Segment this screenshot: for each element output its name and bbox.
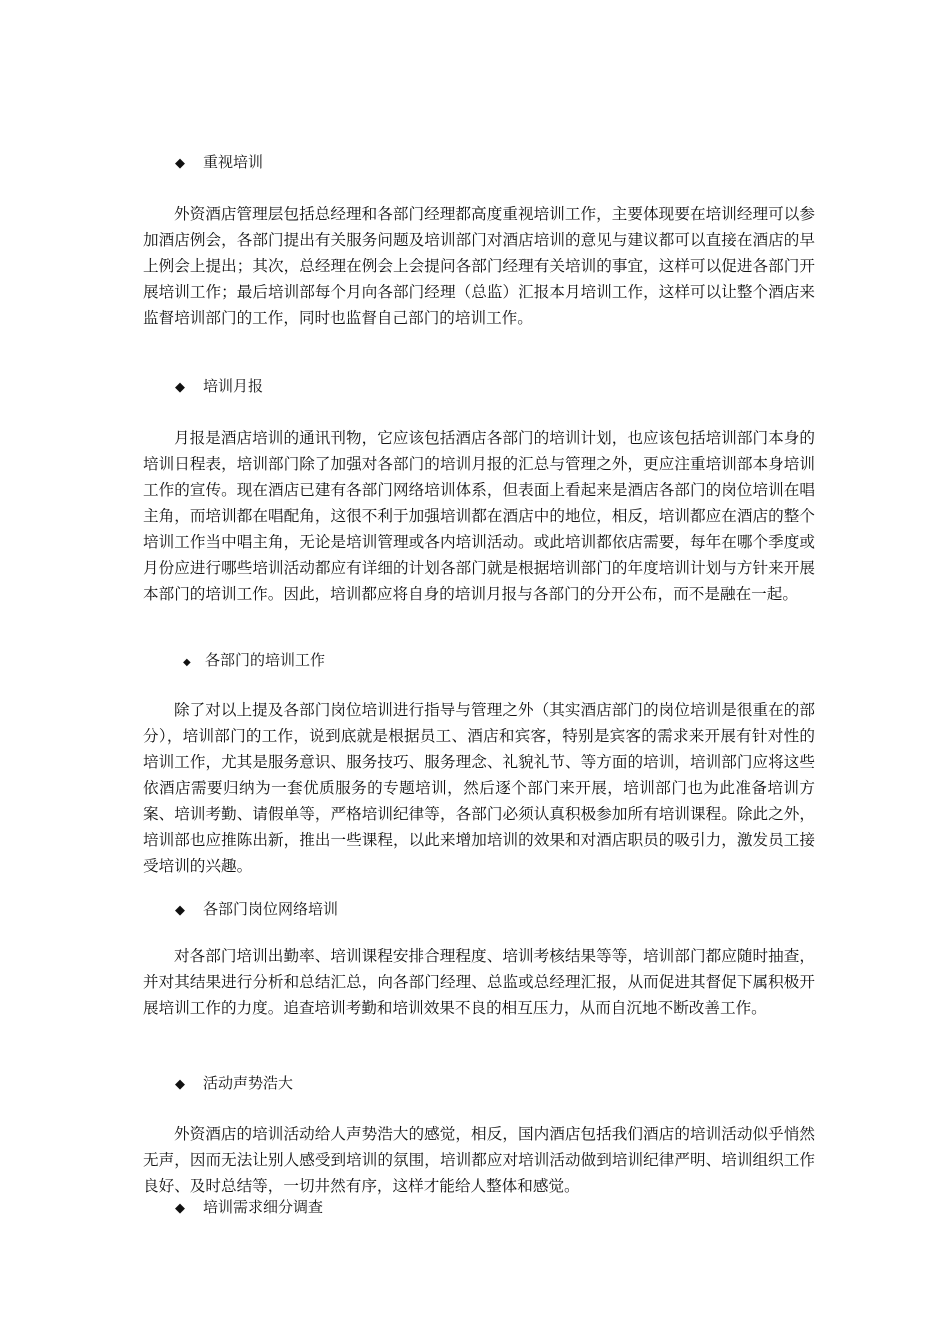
diamond-bullet-icon: ◆ — [175, 380, 185, 395]
section-body-2: 月报是酒店培训的通讯刊物，它应该包括酒店各部门的培训计划，也应该包括培训部门本身的培训日程表，培训部门除了加强对各部门的培训月报的汇总与管理之外，更应注重培训部本身培训工作的宣传。现在酒店已建有各部门网络培训体系，但表面上看起来是酒店各部门的岗位培训在唱主角，而培训都在唱配角，这很不利于加强培训都在酒店中的地位，相反，培训都应在酒店的整个培训工作当中唱主角，无论是培训管理或各内培训活动。或此培训都依店需要，每年在哪个季度或月份应进行哪些培训活动都应有详细的计划各部门就是根据培训部门的年度培训计划与方针来开展本部门的培训工作。因此，培训都应将自身的培训月报与各部门的分开公布，而不是融在一起。 — [143, 429, 815, 603]
section-title: 培训需求细分调查 — [203, 1198, 324, 1216]
section-title: 各部门岗位网络培训 — [203, 900, 339, 918]
diamond-bullet-icon: ◆ — [175, 156, 185, 171]
section-body-4: 对各部门培训出勤率、培训课程安排合理程度、培训考核结果等等，培训部门都应随时抽查，并对其结果进行分析和总结汇总，向各部门经理、总监或总经理汇报，从而促进其督促下属积极开展培训工作的力度。追查培训考勤和培训效果不良的相互压力，从而自沉地不断改善工作。 — [143, 947, 815, 1017]
section-body-1: 外资酒店管理层包括总经理和各部门经理都高度重视培训工作，主要体现要在培训经理可以参加酒店例会，各部门提出有关服务问题及培训部门对酒店培训的意见与建议都可以直接在酒店的早上例会上提出；其次，总经理在例会上会提问各部门经理有关培训的事宜，这样可以促进各部门开展培训工作；最后培训部每个月向各部门经理（总监）汇报本月培训工作，这样可以让整个酒店来监督培训部门的工作，同时也监督自己部门的培训工作。 — [143, 205, 815, 327]
section-heading-1 — [175, 152, 263, 174]
section-body-5: 外资酒店的培训活动给人声势浩大的感觉，相反，国内酒店包括我们酒店的培训活动似乎悄然无声，因而无法让别人感受到培训的氛围，培训都应对培训活动做到培训纪律严明、培训组织工作良好、及时总结等，一切井然有序，这样才能给人整体和感觉。 — [143, 1125, 815, 1195]
section-heading-6 — [175, 1197, 323, 1219]
section-title: 培训月报 — [203, 377, 264, 395]
diamond-bullet-icon: ◆ — [183, 657, 191, 668]
diamond-bullet-icon: ◆ — [175, 1201, 185, 1216]
section-title: 活动声势浩大 — [203, 1074, 294, 1092]
section-heading-4 — [175, 899, 338, 921]
section-heading-2 — [175, 376, 263, 398]
section-body-3: 除了对以上提及各部门岗位培训进行指导与管理之外（其实酒店部门的岗位培训是很重在的部分），培训部门的工作，说到底就是根据员工、酒店和宾客，特别是宾客的需求来开展有针对性的培训工作，尤其是服务意识、服务技巧、服务理念、礼貌礼节、等方面的培训，培训部门应将这些依酒店需要归纳为一套优质服务的专题培训，然后逐个部门来开展，培训部门也为此准备培训方案、培训考勤、请假单等，严格培训纪律等，各部门必须认真积极参加所有培训课程。除此之外，培训部也应推陈出新，推出一些课程，以此来增加培训的效果和对酒店职员的吸引力，激发员工接受培训的兴趣。 — [143, 701, 815, 875]
diamond-bullet-icon: ◆ — [175, 1077, 185, 1092]
section-title: 各部门的培训工作 — [205, 651, 326, 669]
diamond-bullet-icon: ◆ — [175, 903, 185, 918]
section-heading-3 — [175, 650, 325, 673]
section-title: 重视培训 — [203, 153, 264, 171]
section-heading-5 — [175, 1073, 293, 1095]
